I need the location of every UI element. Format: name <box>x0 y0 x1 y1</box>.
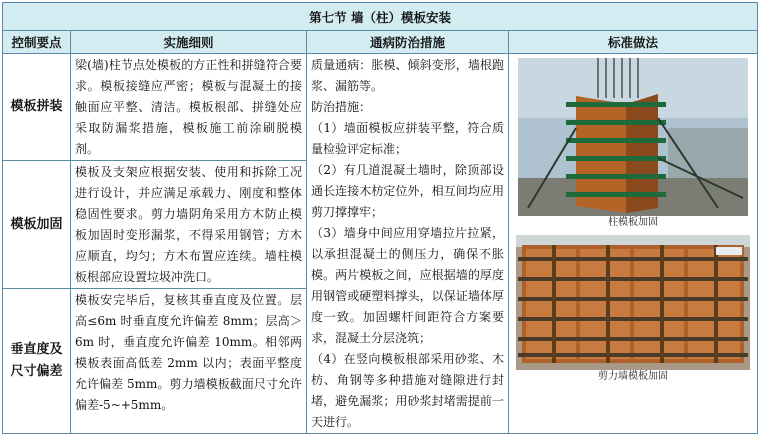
caption-shear-wall-formwork: 剪力墙模板加固 <box>598 371 669 382</box>
caption-column-formwork: 柱模板加固 <box>608 217 659 228</box>
header-prevention-measures: 通病防治措施 <box>307 31 509 54</box>
row-key-verticality <box>3 289 71 434</box>
row-key-reinforcement: 模板加固 <box>3 161 71 289</box>
row-key-assembly: 模板拼装 <box>3 54 71 161</box>
row-detail-verticality: 模板安完毕后，复核其垂直度及位置。层高≤6m 时垂直度允许偏差 8mm；层高＞6m 时，垂直度允许偏差 10mm。相邻两模板表面高低差 2mm 以内；表面平整度允许偏差 5mm。剪力墙模板截面尺寸允许偏差-5~+5mm。 <box>71 289 307 434</box>
header-standard-practice: 标准做法 <box>509 31 758 54</box>
formwork-spec-table <box>2 2 758 434</box>
row-detail-assembly: 梁(墙)柱节点处模板的方正性和拼缝符合要求。模板接缝应严密；模板与混凝土的接触面应平整、清洁。模板根部、拼缝处应采取防漏浆措施，模板施工前涂刷脱模剂。 <box>71 54 307 161</box>
standard-practice-images <box>509 54 758 434</box>
prevention-content: 质量通病：胀模、倾斜变形，墙根跑浆、漏筋等。 防治措施： （1）墙面模板应拼装平整，符合质量检验评定标准； （2）有几道混凝土墙时，除顶部设通长连接木枋定位外，相互间均应用剪刀撑撑牢； （3）墙身中间应用穿墙拉片拉紧，以承担混凝土的侧压力，确保不胀模。两片模板之间，应根据墙的厚度用钢管或硬塑料撑头，以保证墙体厚度一致。加固螺杆间距符合方案要求，混凝土分层浇筑； （4）在竖向模板根部采用砂浆、木枋、角钢等多种措施对缝隙进行封堵，避免漏浆；用砂浆封堵需提前一天进行。 <box>311 58 504 429</box>
section-title: 第七节 墙（柱）模板安装 <box>3 3 758 31</box>
header-implementation-details: 实施细则 <box>71 31 307 54</box>
column-formwork-photo <box>518 58 748 216</box>
row-detail-reinforcement: 模板及支架应根据安装、使用和拆除工况进行设计，并应满足承载力、刚度和整体稳固性要求。剪力墙阴角采用方木防止模板加固时变形漏浆，不得采用钢管；方木应顺直，均匀；方木布置应连续。墙柱模板根部应设置垃圾冲洗口。 <box>71 161 307 289</box>
header-control-points: 控制要点 <box>3 31 71 54</box>
shear-wall-formwork-photo <box>516 235 750 370</box>
row-key-verticality-line1: 垂直度及 <box>10 342 63 357</box>
prevention-measures-text <box>307 54 509 434</box>
row-key-verticality-line2: 尺寸偏差 <box>10 364 63 379</box>
